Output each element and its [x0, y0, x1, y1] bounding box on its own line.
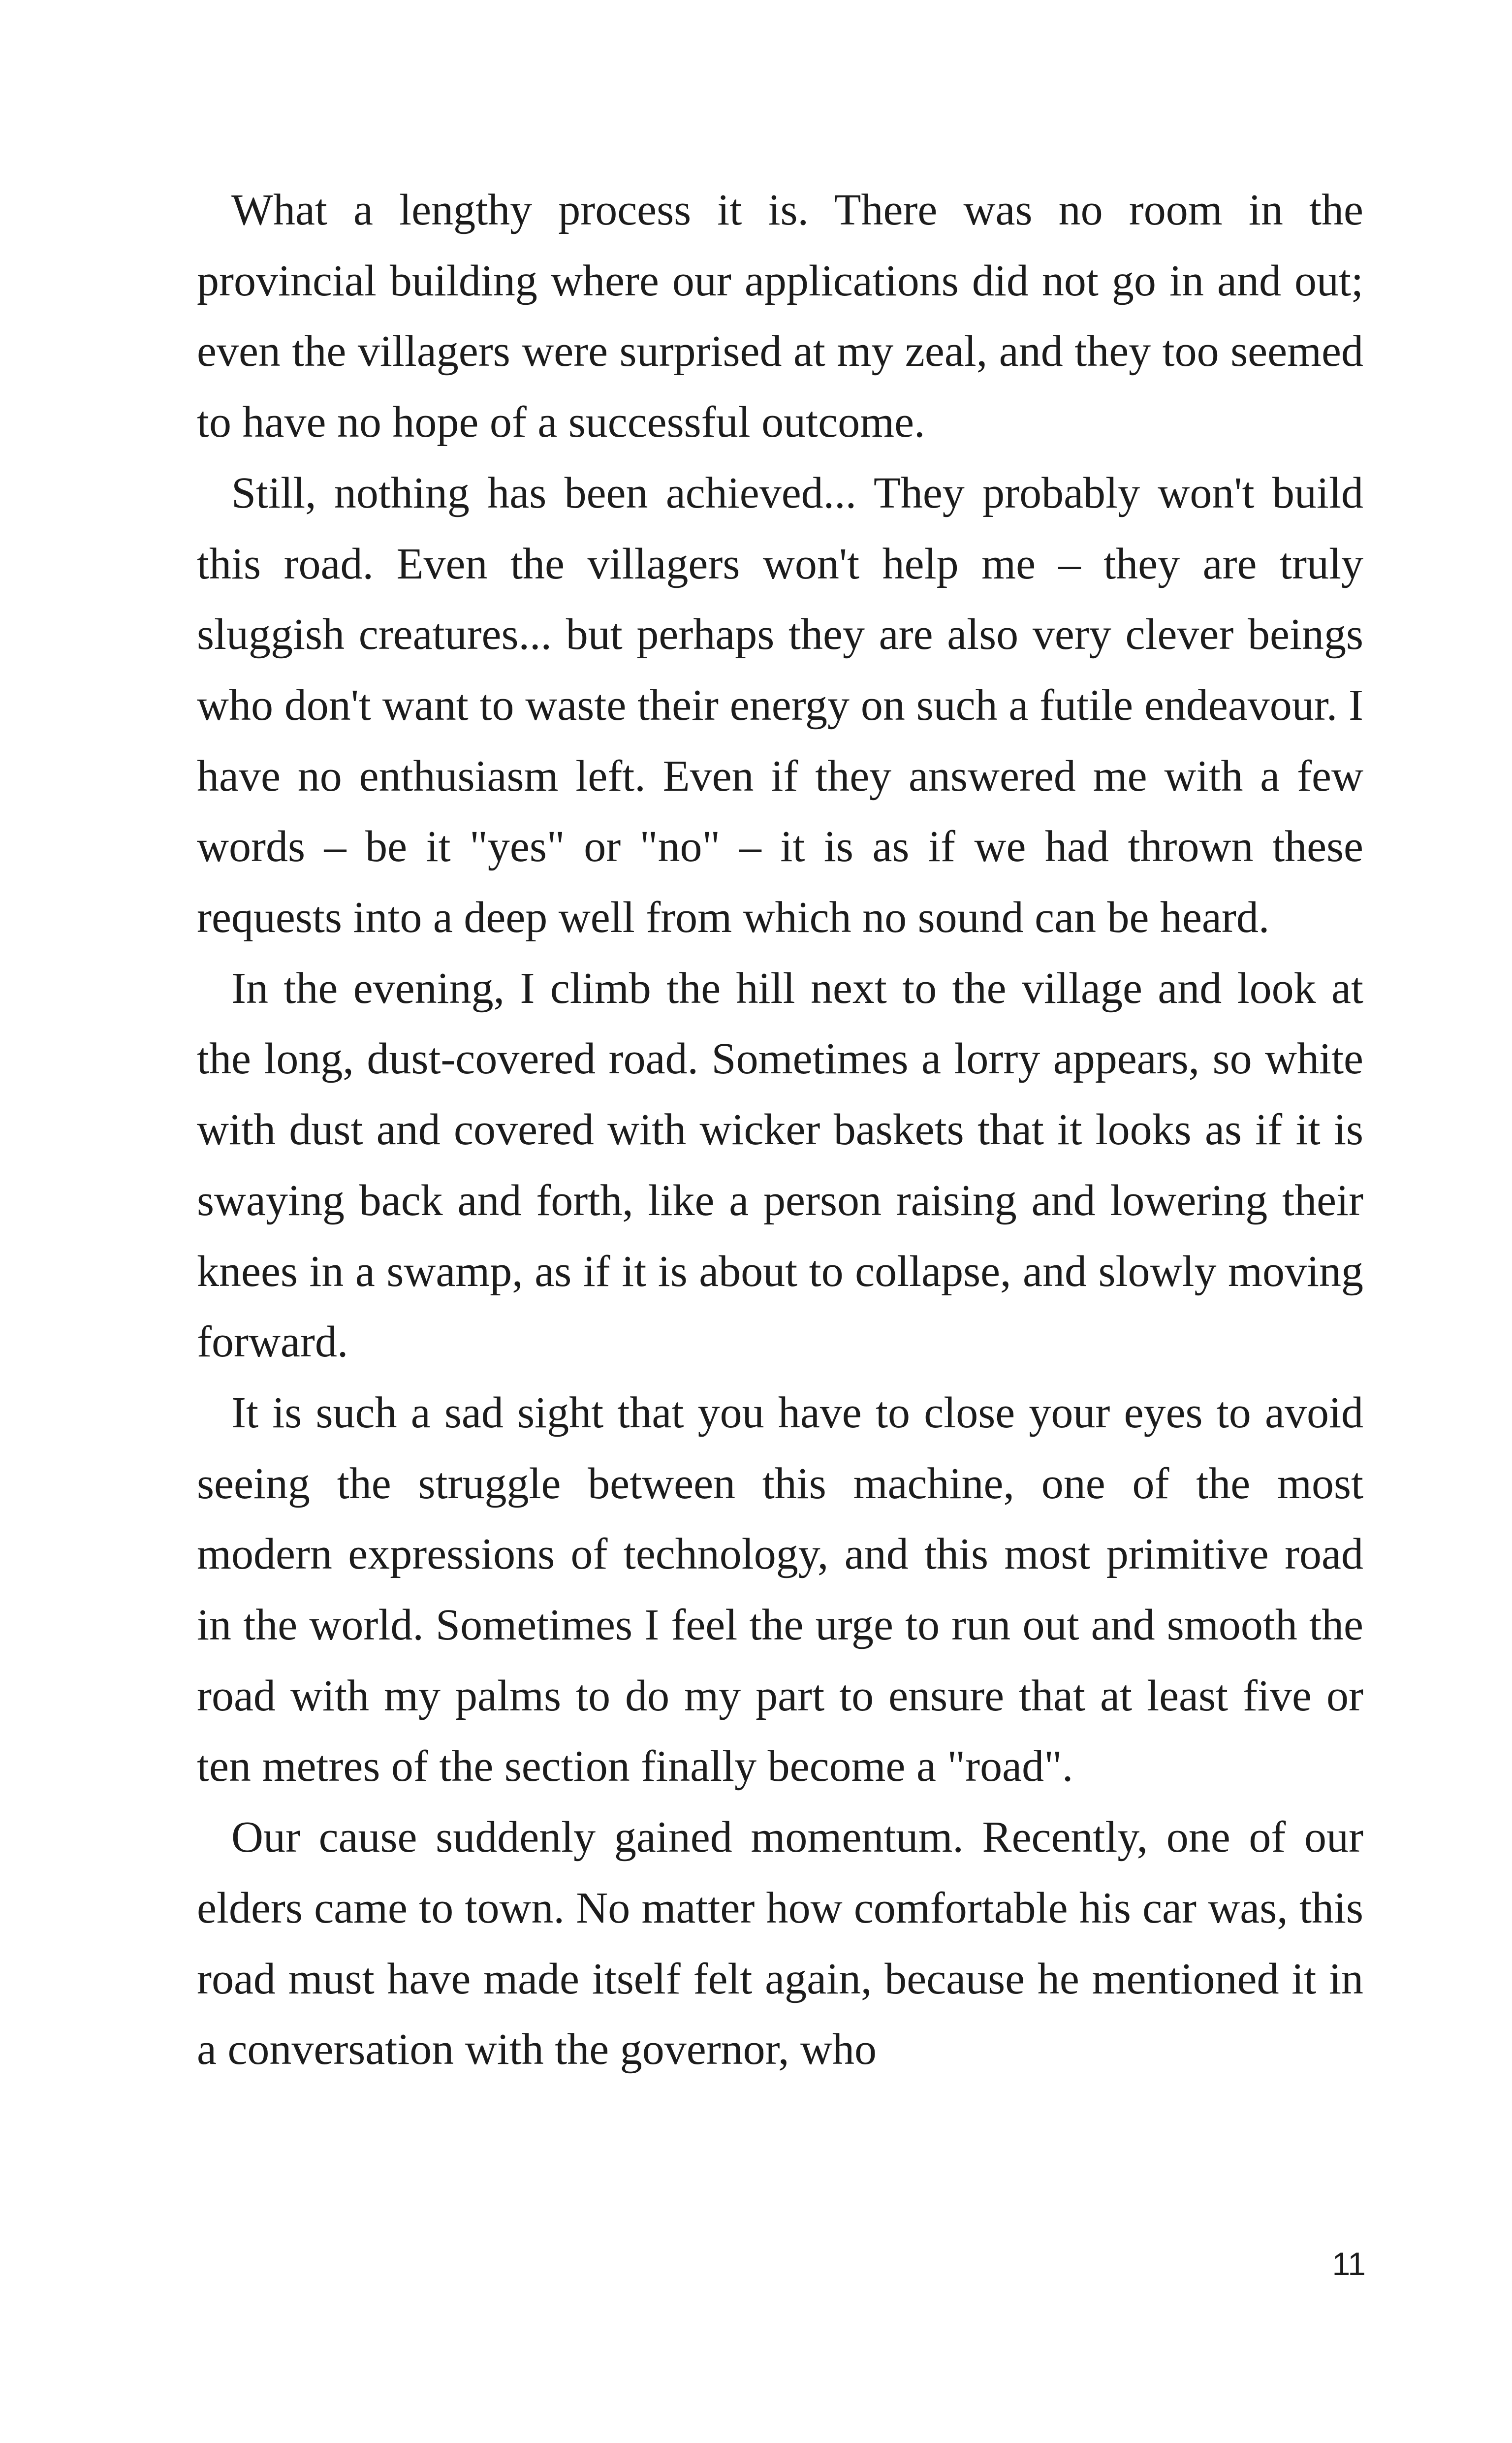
paragraph-1: What a lengthy process it is. There was no room in the provincial building where our applications did not go in and out; even the villagers were surprised at my zeal, and they too seemed to have no hope of a successful outcome.	[197, 186, 1363, 447]
paragraph-5: Our cause suddenly gained momentum. Recently, one of our elders came to town. No matter how comfortable his car was, this road must have made itself felt again, because he mentioned it in a conversation with the governor, who	[197, 1813, 1363, 2074]
paragraph-2: Still, nothing has been achieved... They probably won't build this road. Even the villagers won't help me – they are truly sluggish creatures... but perhaps they are also very clever beings who don't want to waste their energy on such a futile endeavour. I have no enthusiasm left. Even if they answered me with a few words – be it "yes" or "no" – it is as if we had thrown these requests into a deep well from which no sound can be heard.	[197, 468, 1363, 942]
paragraph-4: It is such a sad sight that you have to close your eyes to avoid seeing the struggle between this machine, one of the most modern expressions of technology, and this most primitive road in the world. Sometimes I feel the urge to run out and smooth the road with my palms to do my part to ensure that at least five or ten metres of the section finally become a "road".	[197, 1388, 1363, 1791]
body-text	[197, 175, 1363, 2085]
paragraph-3: In the evening, I climb the hill next to the village and look at the long, dust-covered road. Sometimes a lorry appears, so white with dust and covered with wicker baskets that it looks as if it is swaying back and forth, like a person raising and lowering their knees in a swamp, as if it is about to collapse, and slowly moving forward.	[197, 964, 1363, 1367]
page-number: 11	[1332, 2246, 1366, 2282]
